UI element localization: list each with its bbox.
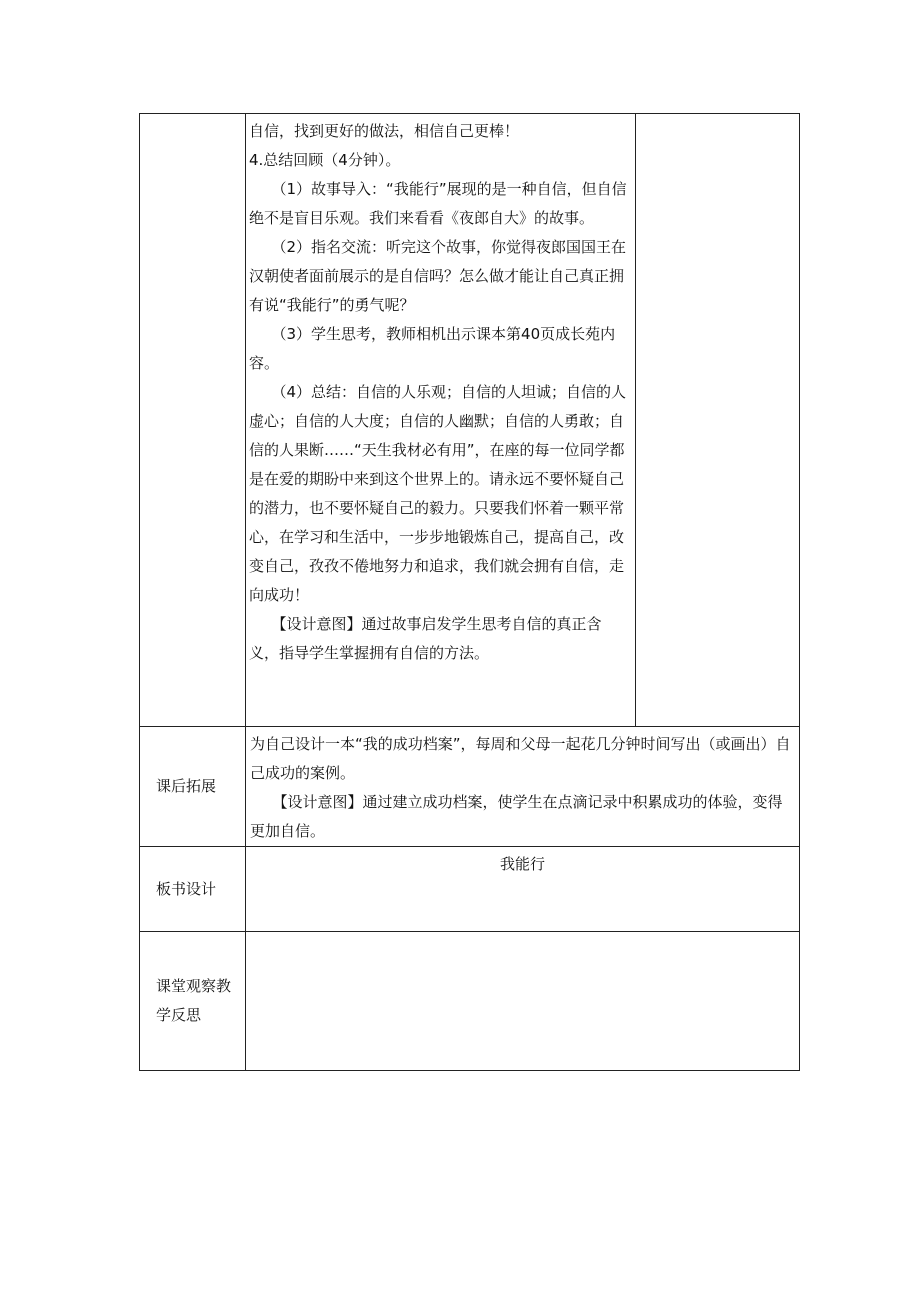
process-paragraph: 自信，找到更好的做法，相信自己更棒！ (249, 122, 520, 140)
extension-paragraph: 为自己设计一本“我的成功档案”，每周和父母一起花几分钟时间写出（或画出）自己成功的案例。 (250, 735, 791, 782)
process-paragraph: （2）指名交流：听完这个故事，你觉得夜郎国国王在汉朝使者面前展示的是自信吗？怎么做才能让自己真正拥有说“我能行”的勇气呢？ (249, 238, 627, 314)
process-row (140, 114, 800, 727)
process-content-cell (246, 114, 636, 727)
process-paragraph: （4）总结：自信的人乐观；自信的人坦诚；自信的人虚心；自信的人大度；自信的人幽默；自信的人勇敢；自信的人果断……“天生我材必有用”，在座的每一位同学都是在爱的期盼中来到这个世界上的。请永远不要怀疑自己的潜力，也不要怀疑自己的毅力。只要我们怀着一颗平常心，在学习和生活中，一步步地锻炼自己，提高自己，改变自己，孜孜不倦地努力和追求，我们就会拥有自信，走向成功！ (249, 383, 627, 604)
reflection-content-cell (246, 932, 800, 1071)
board-content-cell (246, 847, 800, 932)
board-row (140, 847, 800, 932)
extension-label: 课后拓展 (140, 727, 246, 847)
board-title: 我能行 (499, 855, 545, 873)
process-paragraph: （3）学生思考，教师相机出示课本第40页成长苑内容。 (249, 325, 616, 372)
reflection-row (140, 932, 800, 1071)
reflection-label: 课堂观察教学反思 (140, 932, 246, 1071)
process-paragraph: 【设计意图】通过故事启发学生思考自信的真正含义，指导学生掌握拥有自信的方法。 (249, 615, 602, 662)
lesson-plan-table (139, 113, 800, 1071)
process-paragraph: 4.总结回顾（4分钟）。 (249, 151, 401, 169)
extension-row (140, 727, 800, 847)
extension-paragraph: 【设计意图】通过建立成功档案，使学生在点滴记录中积累成功的体验，变得更加自信。 (250, 793, 783, 840)
process-paragraph: （1）故事导入：“我能行”展现的是一种自信，但自信绝不是盲目乐观。我们来看看《夜郎自大》的故事。 (249, 180, 627, 227)
process-content (246, 114, 635, 668)
extension-content-cell (246, 727, 800, 847)
board-label: 板书设计 (140, 847, 246, 932)
process-label-cell (140, 114, 246, 727)
extension-content (246, 727, 799, 846)
process-note-cell (636, 114, 800, 727)
